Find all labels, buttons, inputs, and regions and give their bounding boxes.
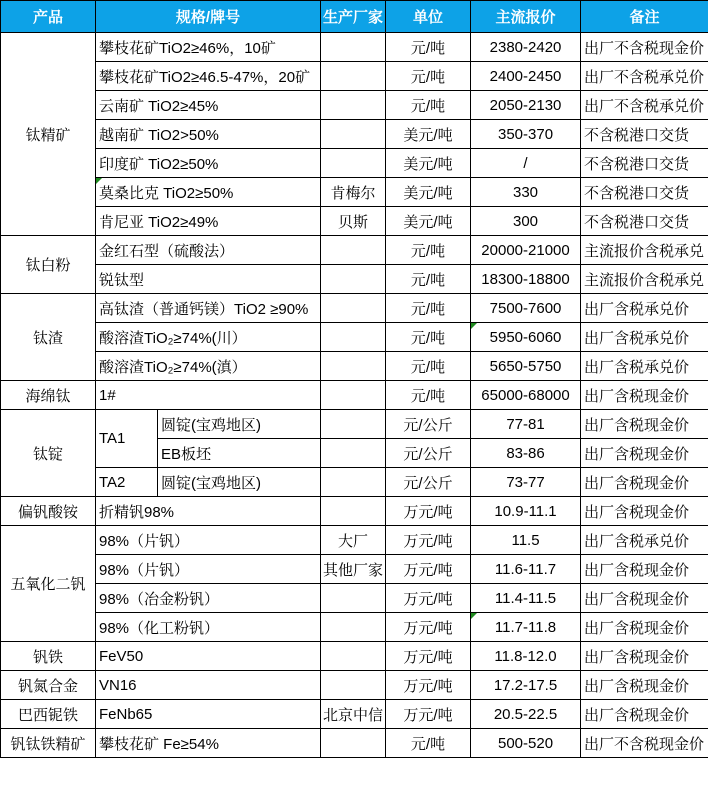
product-cell: 钛精矿	[1, 33, 96, 236]
product-cell: 五氧化二钒	[1, 526, 96, 642]
unit-cell: 美元/吨	[386, 207, 471, 236]
unit-cell: 元/吨	[386, 62, 471, 91]
spec-cell: 攀枝花矿TiO2≥46%，10矿	[96, 33, 321, 62]
price-cell: 83-86	[471, 439, 581, 468]
manufacturer-cell	[321, 149, 386, 178]
product-cell: 钛渣	[1, 294, 96, 381]
product-cell: 钛白粉	[1, 236, 96, 294]
manufacturer-cell	[321, 91, 386, 120]
table-row	[1, 613, 708, 642]
note-cell: 出厂含税现金价	[581, 555, 708, 584]
table-row	[1, 642, 708, 671]
manufacturer-cell	[321, 294, 386, 323]
header-note: 备注	[581, 1, 708, 33]
table-row	[1, 149, 708, 178]
spec-cell: FeV50	[96, 642, 321, 671]
table-row	[1, 526, 708, 555]
manufacturer-cell	[321, 439, 386, 468]
price-cell: 11.4-11.5	[471, 584, 581, 613]
header-product: 产品	[1, 1, 96, 33]
note-cell: 出厂不含税现金价	[581, 33, 708, 62]
spec-cell: 酸溶渣TiO₂≥74%(滇）	[96, 352, 321, 381]
note-cell: 出厂不含税承兑价	[581, 62, 708, 91]
note-cell: 出厂含税承兑价	[581, 323, 708, 352]
unit-cell: 元/吨	[386, 729, 471, 758]
comment-flag-icon	[471, 613, 477, 619]
manufacturer-cell	[321, 265, 386, 294]
price-cell: 2380-2420	[471, 33, 581, 62]
note-cell: 出厂含税现金价	[581, 381, 708, 410]
table-row	[1, 584, 708, 613]
table-row	[1, 381, 708, 410]
note-cell: 不含税港口交货	[581, 207, 708, 236]
spec-cell: FeNb65	[96, 700, 321, 729]
manufacturer-cell	[321, 584, 386, 613]
table-row	[1, 91, 708, 120]
note-cell: 出厂含税现金价	[581, 584, 708, 613]
note-cell: 出厂含税现金价	[581, 671, 708, 700]
table-row	[1, 33, 708, 62]
note-cell: 不含税港口交货	[581, 178, 708, 207]
table-row	[1, 207, 708, 236]
unit-cell: 元/公斤	[386, 410, 471, 439]
unit-cell: 万元/吨	[386, 642, 471, 671]
table-row	[1, 410, 708, 439]
unit-cell: 万元/吨	[386, 526, 471, 555]
table-row	[1, 294, 708, 323]
unit-cell: 元/吨	[386, 381, 471, 410]
table-row	[1, 265, 708, 294]
manufacturer-cell: 贝斯	[321, 207, 386, 236]
manufacturer-cell	[321, 120, 386, 149]
manufacturer-cell	[321, 642, 386, 671]
manufacturer-cell	[321, 236, 386, 265]
price-cell: 17.2-17.5	[471, 671, 581, 700]
header-spec: 规格/牌号	[96, 1, 321, 33]
spec-cell: 锐钛型	[96, 265, 321, 294]
manufacturer-cell	[321, 729, 386, 758]
product-cell: 偏钒酸铵	[1, 497, 96, 526]
price-cell	[471, 323, 581, 352]
header-row	[1, 1, 708, 33]
price-cell: 18300-18800	[471, 265, 581, 294]
price-cell: 2400-2450	[471, 62, 581, 91]
note-cell: 出厂含税现金价	[581, 642, 708, 671]
spec-cell	[96, 178, 321, 207]
note-cell: 出厂含税承兑价	[581, 352, 708, 381]
price-cell: 500-520	[471, 729, 581, 758]
table-row	[1, 497, 708, 526]
manufacturer-cell: 大厂	[321, 526, 386, 555]
spec-cell: 98%（冶金粉钒）	[96, 584, 321, 613]
manufacturer-cell	[321, 671, 386, 700]
product-cell: 钒氮合金	[1, 671, 96, 700]
spec-cell: 金红石型（硫酸法）	[96, 236, 321, 265]
manufacturer-cell: 肯梅尔	[321, 178, 386, 207]
price-cell: 5650-5750	[471, 352, 581, 381]
comment-flag-icon	[471, 323, 477, 329]
spec-cell: VN16	[96, 671, 321, 700]
spec-cell: 98%（片钒）	[96, 555, 321, 584]
unit-cell: 元/吨	[386, 265, 471, 294]
table-row	[1, 62, 708, 91]
note-cell: 出厂不含税现金价	[581, 729, 708, 758]
product-cell: 钛锭	[1, 410, 96, 497]
note-cell: 出厂不含税承兑价	[581, 91, 708, 120]
comment-flag-icon	[96, 178, 102, 184]
price-cell: /	[471, 149, 581, 178]
price-text: 11.7-11.8	[494, 618, 557, 636]
unit-cell: 元/吨	[386, 91, 471, 120]
spec-cell: 越南矿 TiO2>50%	[96, 120, 321, 149]
price-cell: 2050-2130	[471, 91, 581, 120]
table-row	[1, 700, 708, 729]
spec-cell: EB板坯	[158, 439, 321, 468]
manufacturer-cell	[321, 613, 386, 642]
price-text: 5950-6060	[489, 328, 562, 346]
unit-cell: 万元/吨	[386, 700, 471, 729]
price-cell: 20000-21000	[471, 236, 581, 265]
unit-cell: 万元/吨	[386, 671, 471, 700]
manufacturer-cell: 北京中信	[321, 700, 386, 729]
unit-cell: 万元/吨	[386, 584, 471, 613]
grade-cell: TA2	[96, 468, 158, 497]
spec-cell: 酸溶渣TiO₂≥74%(川）	[96, 323, 321, 352]
price-cell: 11.5	[471, 526, 581, 555]
unit-cell: 元/吨	[386, 33, 471, 62]
table-row	[1, 729, 708, 758]
spec-cell: 98%（片钒）	[96, 526, 321, 555]
product-cell: 钒铁	[1, 642, 96, 671]
manufacturer-cell	[321, 62, 386, 91]
spec-cell: 印度矿 TiO2≥50%	[96, 149, 321, 178]
spec-cell: 肯尼亚 TiO2≥49%	[96, 207, 321, 236]
manufacturer-cell	[321, 323, 386, 352]
note-cell: 主流报价含税承兑	[581, 265, 708, 294]
unit-cell: 万元/吨	[386, 497, 471, 526]
note-cell: 出厂含税现金价	[581, 700, 708, 729]
note-cell: 出厂含税现金价	[581, 439, 708, 468]
note-cell: 出厂含税承兑价	[581, 526, 708, 555]
price-cell: 11.6-11.7	[471, 555, 581, 584]
price-cell: 7500-7600	[471, 294, 581, 323]
spec-cell: 攀枝花矿 Fe≥54%	[96, 729, 321, 758]
price-cell: 330	[471, 178, 581, 207]
unit-cell: 元/吨	[386, 352, 471, 381]
unit-cell: 万元/吨	[386, 555, 471, 584]
table-row	[1, 178, 708, 207]
price-cell: 10.9-11.1	[471, 497, 581, 526]
price-cell: 77-81	[471, 410, 581, 439]
unit-cell: 元/公斤	[386, 439, 471, 468]
table-row	[1, 555, 708, 584]
header-manufacturer: 生产厂家	[321, 1, 386, 33]
manufacturer-cell	[321, 410, 386, 439]
table-row	[1, 352, 708, 381]
product-cell: 海绵钛	[1, 381, 96, 410]
manufacturer-cell	[321, 468, 386, 497]
note-cell: 出厂含税承兑价	[581, 294, 708, 323]
manufacturer-cell	[321, 352, 386, 381]
spec-cell: 圆锭(宝鸡地区)	[158, 410, 321, 439]
note-cell: 出厂含税现金价	[581, 497, 708, 526]
unit-cell: 元/公斤	[386, 468, 471, 497]
price-cell: 11.8-12.0	[471, 642, 581, 671]
manufacturer-cell	[321, 497, 386, 526]
table-row	[1, 671, 708, 700]
table-row	[1, 120, 708, 149]
price-cell: 20.5-22.5	[471, 700, 581, 729]
price-cell: 350-370	[471, 120, 581, 149]
table-row	[1, 236, 708, 265]
price-cell: 73-77	[471, 468, 581, 497]
price-cell	[471, 613, 581, 642]
unit-cell: 美元/吨	[386, 149, 471, 178]
spec-text: 莫桑比克 TiO2≥50%	[99, 184, 234, 202]
spec-cell: 云南矿 TiO2≥45%	[96, 91, 321, 120]
unit-cell: 元/吨	[386, 294, 471, 323]
spec-cell: 1#	[96, 381, 321, 410]
note-cell: 不含税港口交货	[581, 120, 708, 149]
table-row	[1, 323, 708, 352]
note-cell: 出厂含税现金价	[581, 468, 708, 497]
spec-cell: 圆锭(宝鸡地区)	[158, 468, 321, 497]
spec-cell: 98%（化工粉钒）	[96, 613, 321, 642]
unit-cell: 万元/吨	[386, 613, 471, 642]
manufacturer-cell	[321, 381, 386, 410]
manufacturer-cell	[321, 33, 386, 62]
grade-cell: TA1	[96, 410, 158, 468]
note-cell: 不含税港口交货	[581, 149, 708, 178]
unit-cell: 美元/吨	[386, 120, 471, 149]
product-cell: 钒钛铁精矿	[1, 729, 96, 758]
note-cell: 主流报价含税承兑	[581, 236, 708, 265]
note-cell: 出厂含税现金价	[581, 410, 708, 439]
spec-cell: 高钛渣（普通钙镁）TiO2 ≥90%	[96, 294, 321, 323]
header-unit: 单位	[386, 1, 471, 33]
price-cell: 300	[471, 207, 581, 236]
price-cell: 65000-68000	[471, 381, 581, 410]
table-row	[1, 468, 708, 497]
note-cell: 出厂含税现金价	[581, 613, 708, 642]
spec-cell: 折精钒98%	[96, 497, 321, 526]
unit-cell: 美元/吨	[386, 178, 471, 207]
header-price: 主流报价	[471, 1, 581, 33]
unit-cell: 元/吨	[386, 323, 471, 352]
unit-cell: 元/吨	[386, 236, 471, 265]
spec-cell: 攀枝花矿TiO2≥46.5-47%，20矿	[96, 62, 321, 91]
manufacturer-cell: 其他厂家	[321, 555, 386, 584]
product-cell: 巴西铌铁	[1, 700, 96, 729]
